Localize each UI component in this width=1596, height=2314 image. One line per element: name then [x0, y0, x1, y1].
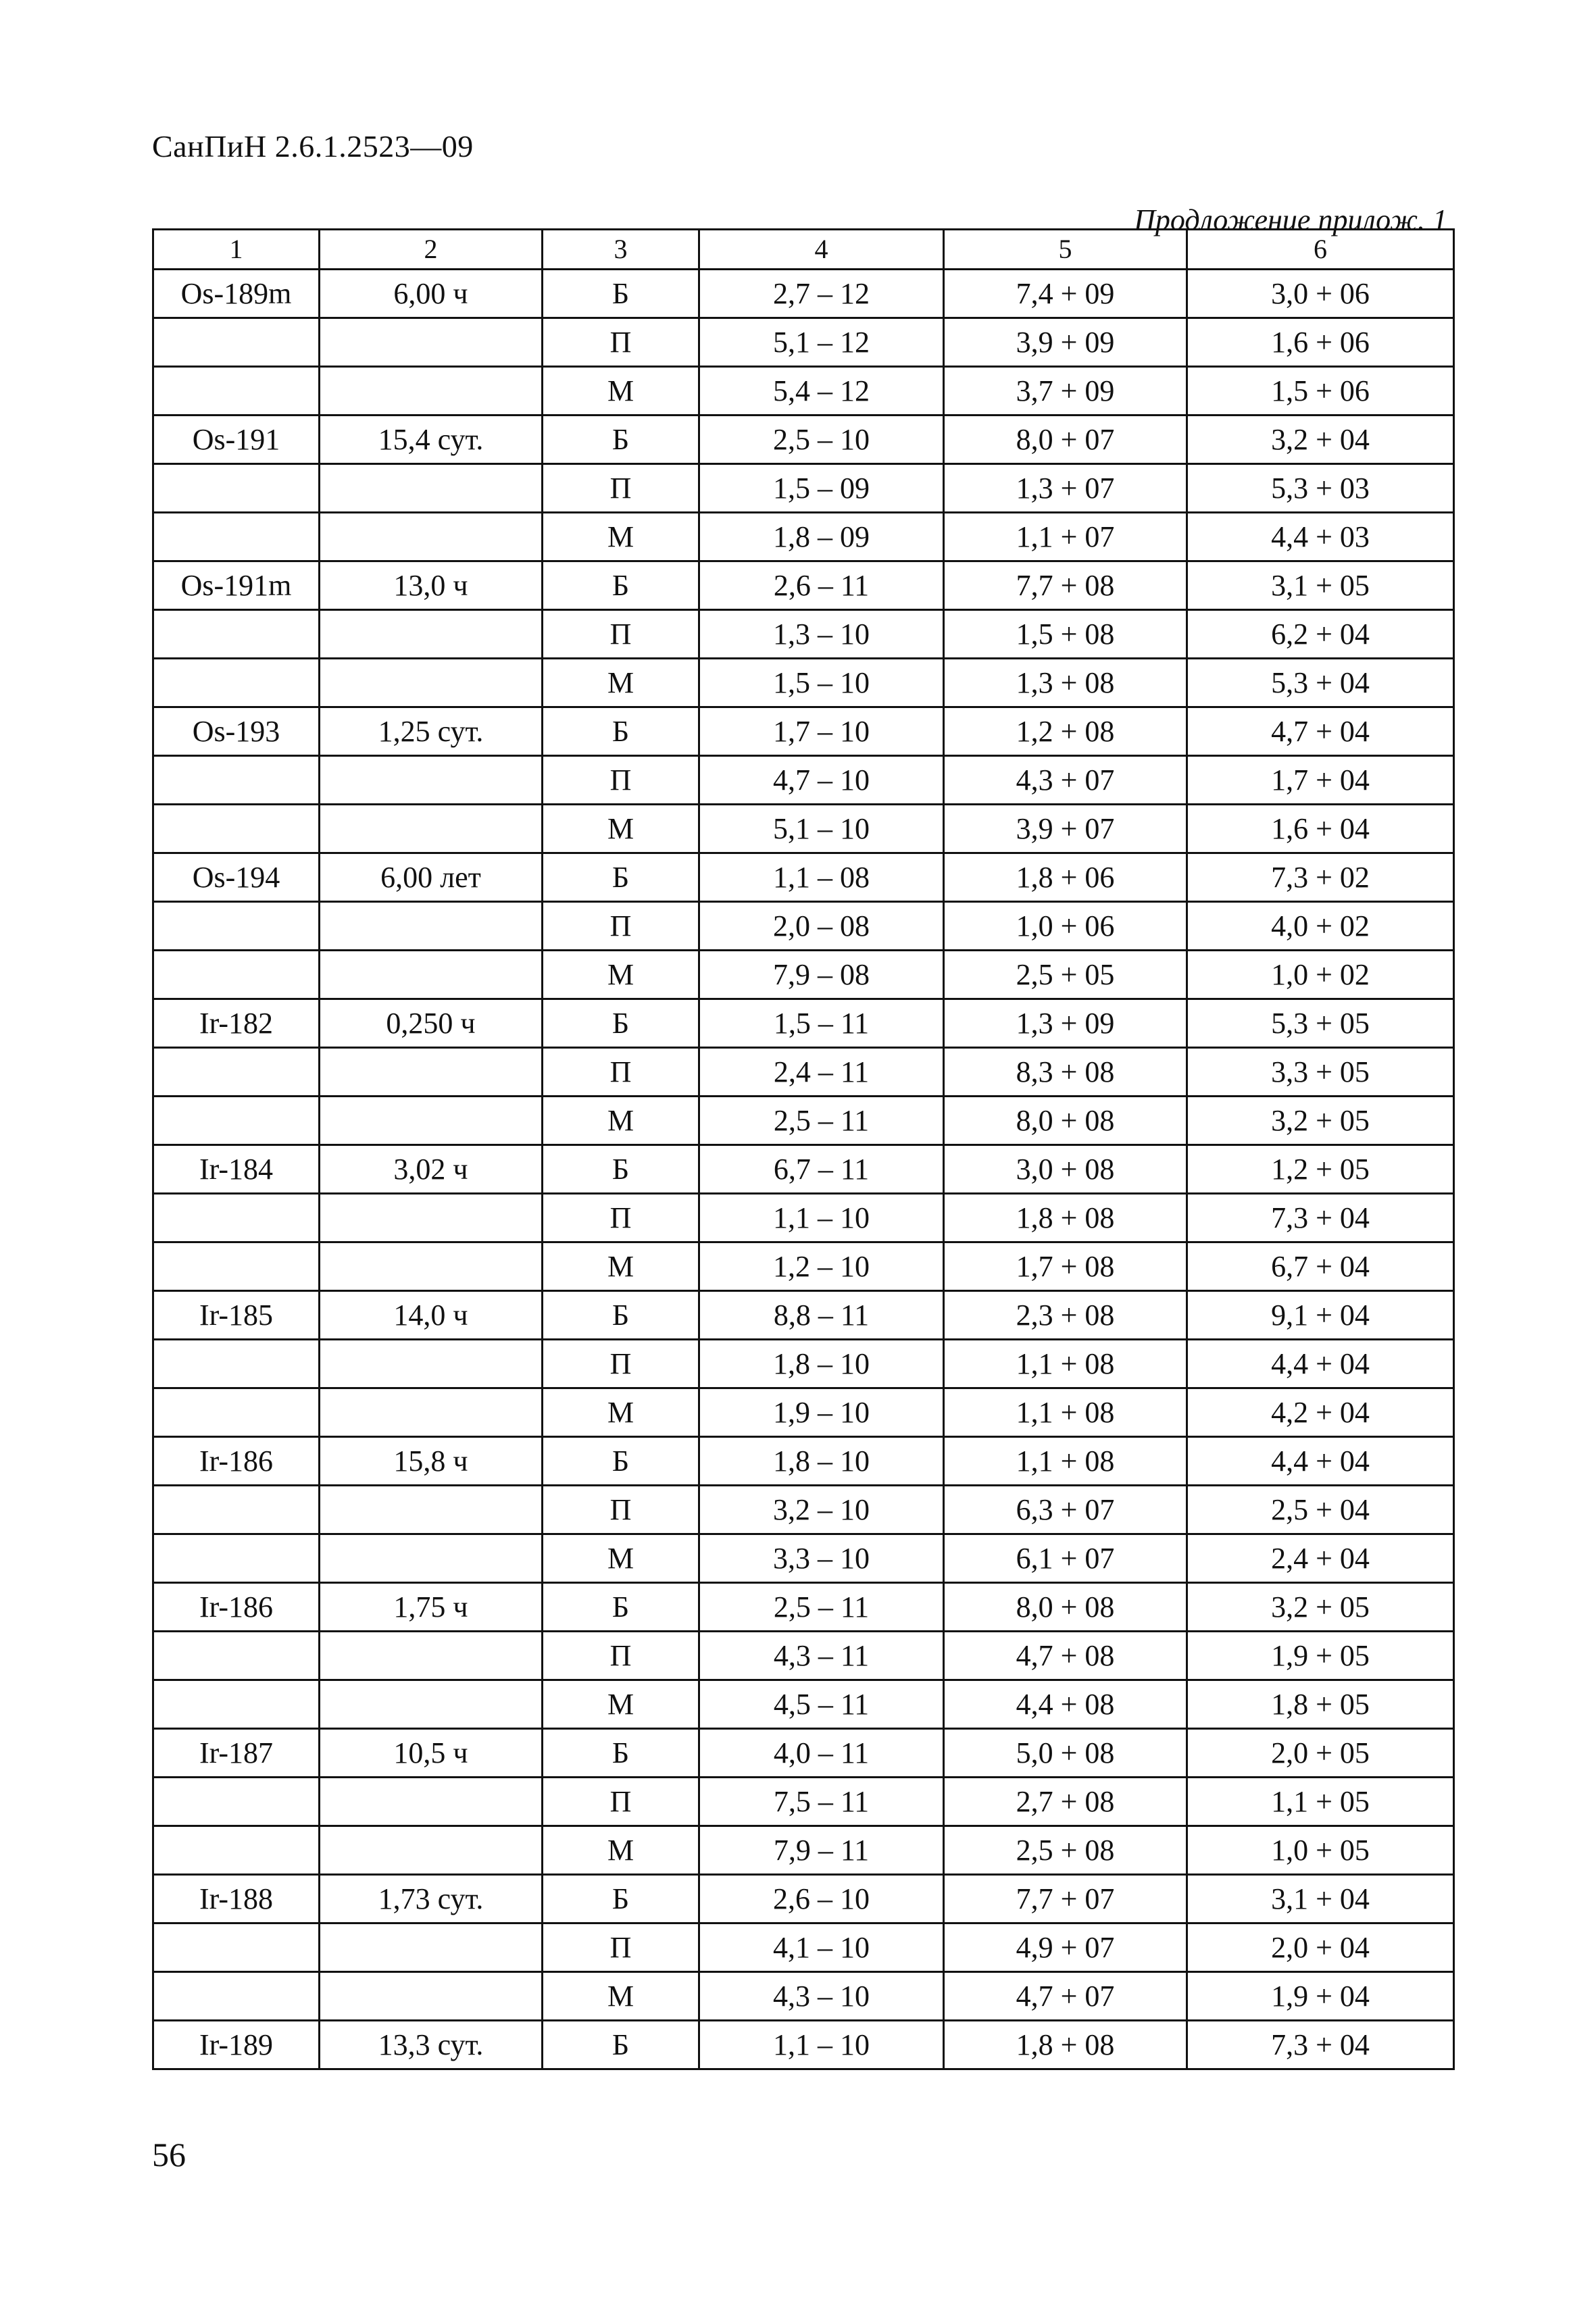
nuclide-cell: [153, 1388, 320, 1437]
half-life-cell: 0,250 ч: [320, 999, 543, 1048]
type-cell: П: [543, 1340, 699, 1388]
value-cell-5: 1,3 + 09: [944, 999, 1187, 1048]
value-cell-5: 2,3 + 08: [944, 1291, 1187, 1340]
type-cell: Б: [543, 1875, 699, 1923]
value-cell-4: 1,1 – 10: [699, 2021, 944, 2069]
table-row: [153, 1680, 1454, 1729]
type-cell: М: [543, 805, 699, 853]
value-cell-4: 1,1 – 08: [699, 853, 944, 902]
nuclide-cell: [153, 1923, 320, 1972]
half-life-cell: [320, 1388, 543, 1437]
value-cell-4: 2,5 – 11: [699, 1583, 944, 1632]
type-cell: М: [543, 659, 699, 707]
table-row: [153, 1826, 1454, 1875]
half-life-cell: [320, 1826, 543, 1875]
value-cell-6: 7,3 + 04: [1187, 1194, 1454, 1242]
value-cell-6: 3,0 + 06: [1187, 270, 1454, 318]
type-cell: П: [543, 1778, 699, 1826]
nuclide-cell: Ir-184: [153, 1145, 320, 1194]
type-cell: П: [543, 610, 699, 659]
table-row: [153, 1340, 1454, 1388]
type-cell: М: [543, 1097, 699, 1145]
value-cell-4: 1,5 – 10: [699, 659, 944, 707]
value-cell-6: 9,1 + 04: [1187, 1291, 1454, 1340]
table-row: [153, 1437, 1454, 1486]
nuclide-cell: Ir-189: [153, 2021, 320, 2069]
nuclide-cell: [153, 1972, 320, 2021]
value-cell-5: 1,8 + 08: [944, 1194, 1187, 1242]
value-cell-4: 2,4 – 11: [699, 1048, 944, 1097]
nuclide-cell: [153, 1680, 320, 1729]
type-cell: М: [543, 1388, 699, 1437]
value-cell-5: 1,1 + 08: [944, 1437, 1187, 1486]
nuclide-cell: [153, 1097, 320, 1145]
value-cell-4: 1,5 – 09: [699, 464, 944, 513]
nuclide-cell: [153, 1242, 320, 1291]
nuclide-cell: Os-191m: [153, 561, 320, 610]
nuclide-cell: [153, 1486, 320, 1534]
table-row: [153, 513, 1454, 561]
half-life-cell: [320, 902, 543, 951]
value-cell-6: 4,4 + 04: [1187, 1437, 1454, 1486]
type-cell: Б: [543, 999, 699, 1048]
value-cell-6: 2,0 + 04: [1187, 1923, 1454, 1972]
value-cell-6: 2,0 + 05: [1187, 1729, 1454, 1778]
table-row: [153, 1778, 1454, 1826]
value-cell-4: 5,1 – 10: [699, 805, 944, 853]
value-cell-5: 4,7 + 08: [944, 1632, 1187, 1680]
value-cell-6: 7,3 + 04: [1187, 2021, 1454, 2069]
value-cell-4: 4,5 – 11: [699, 1680, 944, 1729]
value-cell-4: 1,8 – 10: [699, 1437, 944, 1486]
value-cell-6: 2,4 + 04: [1187, 1534, 1454, 1583]
value-cell-4: 1,3 – 10: [699, 610, 944, 659]
type-cell: П: [543, 318, 699, 367]
value-cell-5: 1,8 + 08: [944, 2021, 1187, 2069]
type-cell: П: [543, 756, 699, 805]
nuclide-cell: [153, 1826, 320, 1875]
nuclide-cell: Ir-185: [153, 1291, 320, 1340]
half-life-cell: [320, 805, 543, 853]
half-life-cell: 13,0 ч: [320, 561, 543, 610]
type-cell: Б: [543, 1437, 699, 1486]
value-cell-5: 8,3 + 08: [944, 1048, 1187, 1097]
type-cell: М: [543, 1534, 699, 1583]
table-row: [153, 1291, 1454, 1340]
value-cell-5: 2,5 + 08: [944, 1826, 1187, 1875]
half-life-cell: [320, 513, 543, 561]
value-cell-5: 7,7 + 07: [944, 1875, 1187, 1923]
value-cell-6: 4,4 + 03: [1187, 513, 1454, 561]
nuclide-cell: [153, 1534, 320, 1583]
value-cell-4: 8,8 – 11: [699, 1291, 944, 1340]
table-row: [153, 464, 1454, 513]
value-cell-4: 2,6 – 10: [699, 1875, 944, 1923]
type-cell: Б: [543, 2021, 699, 2069]
value-cell-6: 1,9 + 04: [1187, 1972, 1454, 2021]
document-title: СанПиН 2.6.1.2523—09: [152, 129, 474, 164]
type-cell: М: [543, 951, 699, 999]
half-life-cell: 1,75 ч: [320, 1583, 543, 1632]
value-cell-4: 1,5 – 11: [699, 999, 944, 1048]
half-life-cell: 6,00 лет: [320, 853, 543, 902]
value-cell-5: 1,8 + 06: [944, 853, 1187, 902]
type-cell: М: [543, 1242, 699, 1291]
half-life-cell: [320, 659, 543, 707]
value-cell-5: 6,3 + 07: [944, 1486, 1187, 1534]
value-cell-6: 2,5 + 04: [1187, 1486, 1454, 1534]
value-cell-4: 4,7 – 10: [699, 756, 944, 805]
value-cell-5: 7,7 + 08: [944, 561, 1187, 610]
column-header: 2: [320, 230, 543, 270]
value-cell-5: 2,7 + 08: [944, 1778, 1187, 1826]
column-header: 5: [944, 230, 1187, 270]
value-cell-4: 5,4 – 12: [699, 367, 944, 416]
value-cell-4: 6,7 – 11: [699, 1145, 944, 1194]
half-life-cell: 13,3 сут.: [320, 2021, 543, 2069]
half-life-cell: [320, 610, 543, 659]
value-cell-5: 3,9 + 09: [944, 318, 1187, 367]
nuclide-cell: [153, 1340, 320, 1388]
value-cell-5: 2,5 + 05: [944, 951, 1187, 999]
nuclide-cell: Os-189m: [153, 270, 320, 318]
value-cell-5: 4,7 + 07: [944, 1972, 1187, 2021]
table-row: [153, 1048, 1454, 1097]
type-cell: Б: [543, 270, 699, 318]
table-row: [153, 659, 1454, 707]
table-row: [153, 367, 1454, 416]
nuclide-cell: [153, 756, 320, 805]
value-cell-4: 3,2 – 10: [699, 1486, 944, 1534]
table-row: [153, 1632, 1454, 1680]
type-cell: П: [543, 1048, 699, 1097]
table-row: [153, 1729, 1454, 1778]
type-cell: Б: [543, 1729, 699, 1778]
type-cell: П: [543, 1194, 699, 1242]
half-life-cell: [320, 1340, 543, 1388]
type-cell: Б: [543, 416, 699, 464]
value-cell-5: 1,7 + 08: [944, 1242, 1187, 1291]
type-cell: М: [543, 1826, 699, 1875]
value-cell-6: 1,1 + 05: [1187, 1778, 1454, 1826]
nuclide-cell: Ir-188: [153, 1875, 320, 1923]
nuclide-cell: [153, 902, 320, 951]
value-cell-4: 2,0 – 08: [699, 902, 944, 951]
value-cell-4: 2,7 – 12: [699, 270, 944, 318]
half-life-cell: [320, 1242, 543, 1291]
table-row: [153, 1242, 1454, 1291]
value-cell-4: 1,7 – 10: [699, 707, 944, 756]
value-cell-6: 6,7 + 04: [1187, 1242, 1454, 1291]
half-life-cell: [320, 1534, 543, 1583]
half-life-cell: [320, 1680, 543, 1729]
half-life-cell: [320, 1048, 543, 1097]
value-cell-6: 3,2 + 05: [1187, 1583, 1454, 1632]
type-cell: П: [543, 464, 699, 513]
nuclide-cell: [153, 513, 320, 561]
value-cell-4: 1,9 – 10: [699, 1388, 944, 1437]
value-cell-6: 6,2 + 04: [1187, 610, 1454, 659]
type-cell: М: [543, 367, 699, 416]
value-cell-6: 1,7 + 04: [1187, 756, 1454, 805]
table-row: [153, 1923, 1454, 1972]
value-cell-6: 1,6 + 06: [1187, 318, 1454, 367]
table-row: [153, 707, 1454, 756]
nuclide-cell: [153, 318, 320, 367]
value-cell-5: 8,0 + 08: [944, 1583, 1187, 1632]
half-life-cell: [320, 1097, 543, 1145]
type-cell: Б: [543, 561, 699, 610]
value-cell-4: 3,3 – 10: [699, 1534, 944, 1583]
half-life-cell: [320, 1778, 543, 1826]
value-cell-6: 3,1 + 05: [1187, 561, 1454, 610]
nuclide-cell: [153, 1194, 320, 1242]
nuclide-cell: [153, 1778, 320, 1826]
nuclide-cell: Os-194: [153, 853, 320, 902]
value-cell-6: 1,6 + 04: [1187, 805, 1454, 853]
value-cell-6: 3,2 + 05: [1187, 1097, 1454, 1145]
half-life-cell: [320, 318, 543, 367]
nuclide-cell: Os-193: [153, 707, 320, 756]
table-row: [153, 561, 1454, 610]
value-cell-6: 3,1 + 04: [1187, 1875, 1454, 1923]
value-cell-5: 1,5 + 08: [944, 610, 1187, 659]
value-cell-6: 1,0 + 02: [1187, 951, 1454, 999]
value-cell-6: 4,7 + 04: [1187, 707, 1454, 756]
value-cell-5: 3,9 + 07: [944, 805, 1187, 853]
value-cell-4: 4,0 – 11: [699, 1729, 944, 1778]
column-header: 6: [1187, 230, 1454, 270]
type-cell: Б: [543, 853, 699, 902]
type-cell: Б: [543, 1583, 699, 1632]
nuclide-cell: [153, 951, 320, 999]
type-cell: Б: [543, 1291, 699, 1340]
value-cell-6: 5,3 + 03: [1187, 464, 1454, 513]
table-row: [153, 416, 1454, 464]
type-cell: П: [543, 1632, 699, 1680]
type-cell: Б: [543, 707, 699, 756]
value-cell-5: 4,4 + 08: [944, 1680, 1187, 1729]
value-cell-5: 1,1 + 08: [944, 1340, 1187, 1388]
table-row: [153, 756, 1454, 805]
table-row: [153, 2021, 1454, 2069]
table-row: [153, 805, 1454, 853]
half-life-cell: 1,73 сут.: [320, 1875, 543, 1923]
value-cell-4: 7,5 – 11: [699, 1778, 944, 1826]
type-cell: П: [543, 1923, 699, 1972]
value-cell-6: 1,8 + 05: [1187, 1680, 1454, 1729]
half-life-cell: 6,00 ч: [320, 270, 543, 318]
column-header: 4: [699, 230, 944, 270]
value-cell-4: 5,1 – 12: [699, 318, 944, 367]
table-row: [153, 1097, 1454, 1145]
half-life-cell: 15,4 сут.: [320, 416, 543, 464]
table-row: [153, 902, 1454, 951]
value-cell-6: 4,4 + 04: [1187, 1340, 1454, 1388]
value-cell-5: 3,0 + 08: [944, 1145, 1187, 1194]
value-cell-5: 1,3 + 08: [944, 659, 1187, 707]
half-life-cell: 3,02 ч: [320, 1145, 543, 1194]
value-cell-5: 3,7 + 09: [944, 367, 1187, 416]
value-cell-5: 5,0 + 08: [944, 1729, 1187, 1778]
nuclide-cell: Ir-186: [153, 1583, 320, 1632]
value-cell-6: 4,0 + 02: [1187, 902, 1454, 951]
nuclide-cell: Ir-187: [153, 1729, 320, 1778]
value-cell-4: 1,8 – 10: [699, 1340, 944, 1388]
table-row: [153, 853, 1454, 902]
table-row: [153, 1388, 1454, 1437]
value-cell-5: 1,1 + 07: [944, 513, 1187, 561]
value-cell-4: 4,3 – 11: [699, 1632, 944, 1680]
type-cell: М: [543, 1972, 699, 2021]
column-header: 1: [153, 230, 320, 270]
nuclide-cell: [153, 805, 320, 853]
value-cell-6: 3,3 + 05: [1187, 1048, 1454, 1097]
nuclide-cell: [153, 1048, 320, 1097]
value-cell-4: 1,2 – 10: [699, 1242, 944, 1291]
value-cell-5: 8,0 + 07: [944, 416, 1187, 464]
nuclide-cell: Ir-186: [153, 1437, 320, 1486]
table-row: [153, 1875, 1454, 1923]
half-life-cell: [320, 951, 543, 999]
table-row: [153, 951, 1454, 999]
nuclide-cell: Os-191: [153, 416, 320, 464]
value-cell-4: 4,3 – 10: [699, 1972, 944, 2021]
value-cell-5: 4,3 + 07: [944, 756, 1187, 805]
nuclide-cell: [153, 659, 320, 707]
nuclide-cell: [153, 1632, 320, 1680]
table-row: [153, 1194, 1454, 1242]
half-life-cell: 1,25 сут.: [320, 707, 543, 756]
table-row: [153, 1583, 1454, 1632]
type-cell: П: [543, 902, 699, 951]
half-life-cell: 15,8 ч: [320, 1437, 543, 1486]
value-cell-4: 4,1 – 10: [699, 1923, 944, 1972]
table-row: [153, 1145, 1454, 1194]
value-cell-6: 1,0 + 05: [1187, 1826, 1454, 1875]
half-life-cell: [320, 756, 543, 805]
continuation-label: Продложение прилож. 1: [1134, 203, 1447, 236]
table-row: [153, 999, 1454, 1048]
value-cell-4: 7,9 – 11: [699, 1826, 944, 1875]
half-life-cell: [320, 464, 543, 513]
value-cell-4: 2,5 – 10: [699, 416, 944, 464]
value-cell-6: 1,9 + 05: [1187, 1632, 1454, 1680]
radionuclide-table: [152, 228, 1455, 2070]
value-cell-4: 2,6 – 11: [699, 561, 944, 610]
type-cell: Б: [543, 1145, 699, 1194]
value-cell-6: 4,2 + 04: [1187, 1388, 1454, 1437]
type-cell: М: [543, 1680, 699, 1729]
half-life-cell: [320, 1194, 543, 1242]
half-life-cell: [320, 1486, 543, 1534]
half-life-cell: 10,5 ч: [320, 1729, 543, 1778]
table-body: [153, 230, 1454, 2069]
table-row: [153, 1486, 1454, 1534]
value-cell-5: 8,0 + 08: [944, 1097, 1187, 1145]
half-life-cell: [320, 1972, 543, 2021]
value-cell-6: 1,5 + 06: [1187, 367, 1454, 416]
value-cell-5: 1,1 + 08: [944, 1388, 1187, 1437]
value-cell-6: 5,3 + 04: [1187, 659, 1454, 707]
value-cell-5: 7,4 + 09: [944, 270, 1187, 318]
table-row: [153, 318, 1454, 367]
column-header: 3: [543, 230, 699, 270]
value-cell-4: 1,1 – 10: [699, 1194, 944, 1242]
value-cell-6: 5,3 + 05: [1187, 999, 1454, 1048]
value-cell-4: 2,5 – 11: [699, 1097, 944, 1145]
value-cell-5: 1,2 + 08: [944, 707, 1187, 756]
page-number: 56: [152, 2136, 186, 2173]
value-cell-5: 1,3 + 07: [944, 464, 1187, 513]
value-cell-6: 7,3 + 02: [1187, 853, 1454, 902]
value-cell-4: 7,9 – 08: [699, 951, 944, 999]
half-life-cell: [320, 1923, 543, 1972]
table-header-row: [153, 230, 1454, 270]
type-cell: П: [543, 1486, 699, 1534]
value-cell-5: 6,1 + 07: [944, 1534, 1187, 1583]
nuclide-cell: [153, 367, 320, 416]
table-row: [153, 270, 1454, 318]
type-cell: М: [543, 513, 699, 561]
value-cell-4: 1,8 – 09: [699, 513, 944, 561]
half-life-cell: [320, 1632, 543, 1680]
nuclide-cell: Ir-182: [153, 999, 320, 1048]
value-cell-6: 3,2 + 04: [1187, 416, 1454, 464]
half-life-cell: [320, 367, 543, 416]
value-cell-6: 1,2 + 05: [1187, 1145, 1454, 1194]
nuclide-cell: [153, 464, 320, 513]
table-row: [153, 1534, 1454, 1583]
table-row: [153, 1972, 1454, 2021]
value-cell-5: 1,0 + 06: [944, 902, 1187, 951]
half-life-cell: 14,0 ч: [320, 1291, 543, 1340]
value-cell-5: 4,9 + 07: [944, 1923, 1187, 1972]
nuclide-cell: [153, 610, 320, 659]
table-row: [153, 610, 1454, 659]
